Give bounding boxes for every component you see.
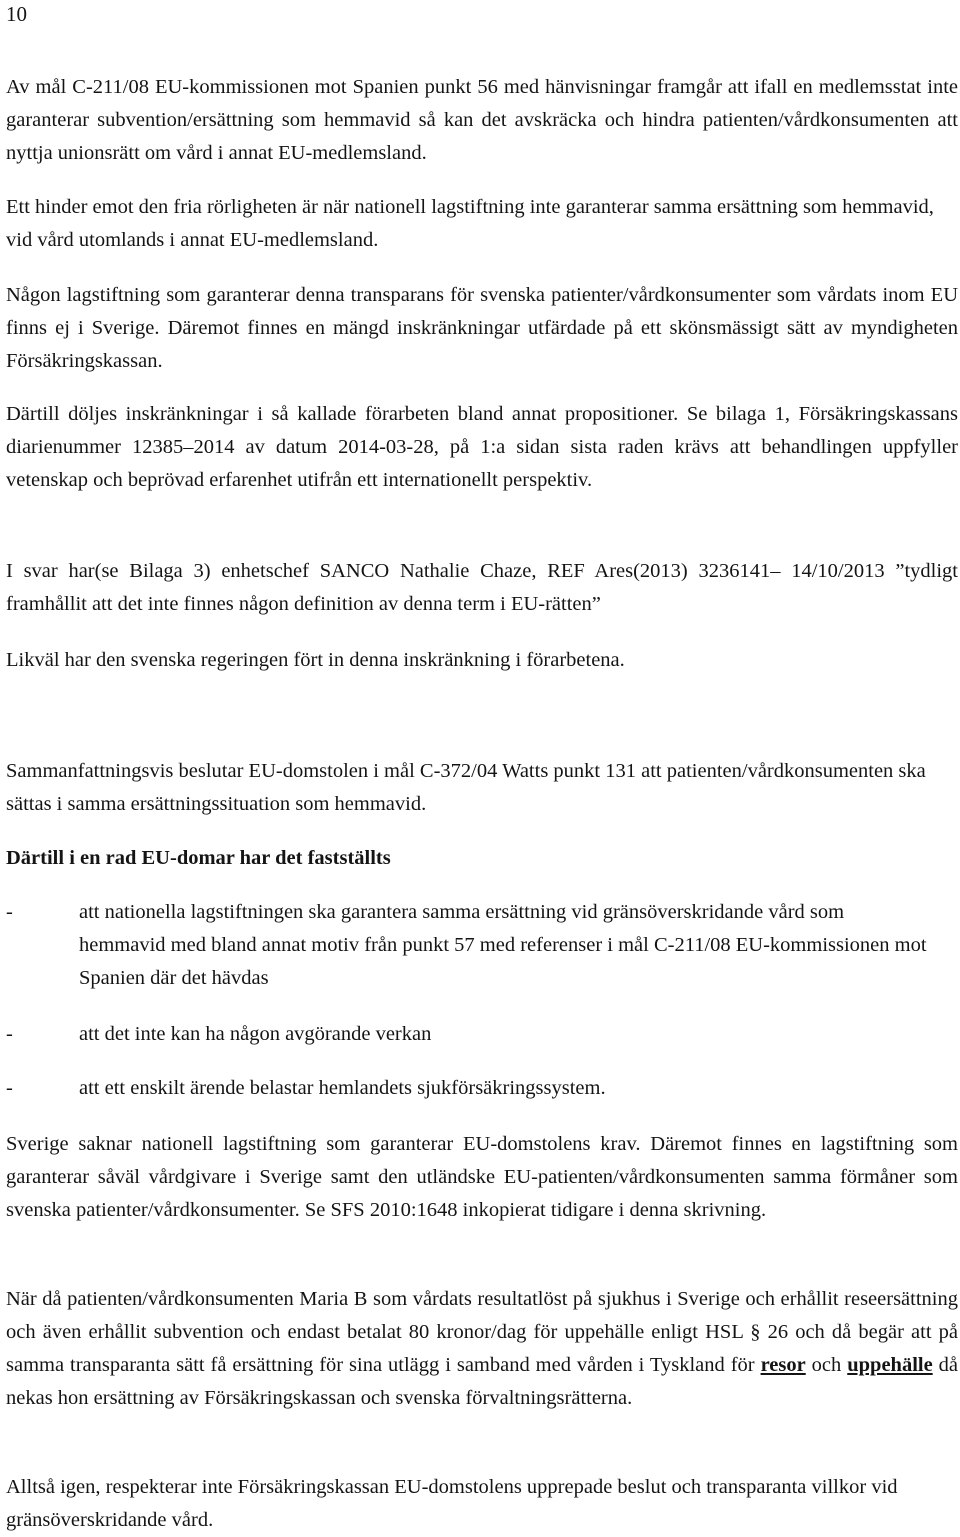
underlined-uppehalle: uppehälle: [847, 1354, 933, 1376]
page-number: 10: [6, 2, 27, 26]
paragraph-10: Alltså igen, respekterar inte Försäkringskassan EU-domstolens upprepade beslut och transparanta villkor vid gränsöverskridande vård.: [6, 1476, 898, 1531]
paragraph-4: Därtill döljes inskränkningar i så kallade förarbeten bland annat propositioner. Se bilaga 1, Försäkringskassans diarienummer 12385–2014 av datum 2014-03-28, på 1:a sidan sista raden krävs att behandlingen uppfyller vetenskap och beprövad erfarenhet utifrån ett internationellt perspektiv.: [6, 403, 958, 491]
list-dash: -: [6, 1077, 13, 1099]
list-dash: -: [6, 1023, 13, 1045]
list-item: [6, 1072, 926, 1105]
paragraph-7: Sammanfattningsvis beslutar EU-domstolen i mål C-372/04 Watts punkt 131 att patienten/vårdkonsumenten ska sättas i samma ersättningssituation som hemmavid.: [6, 760, 926, 815]
paragraph-3: Någon lagstiftning som garanterar denna transparans för svenska patienter/vårdkonsumenter som vårdats inom EU finns ej i Sverige. Däremot finnes en mängd inskränkningar utfärdade på ett skönsmässigt sätt av myndigheten Försäkringskassan.: [6, 284, 958, 372]
list-item-text: att nationella lagstiftningen ska garantera samma ersättning vid gränsöverskridande vård som hemmavid med bland annat motiv från punkt 57 med referenser i mål C-211/08 EU-kommissionen mot Spanien där det hävdas: [79, 901, 927, 989]
section-heading: Därtill i en rad EU-domar har det fastställts: [6, 847, 391, 869]
list-item-text: att ett enskilt ärende belastar hemlandets sjukförsäkringssystem.: [79, 1077, 606, 1099]
paragraph-5: I svar har(se Bilaga 3) enhetschef SANCO Nathalie Chaze, REF Ares(2013) 3236141– 14/10/2013 ”tydligt framhållit att det inte finnes någon definition av denna term i EU-rätten”: [6, 560, 958, 615]
paragraph-9-och: och: [805, 1354, 848, 1376]
paragraph-9-text-a: När då patienten/vårdkonsumenten Maria B som vårdats resultatlöst på sjukhus i Sverige och erhållit reseersättning och även erhållit subvention och endast betalat 80 kronor/dag för uppehälle enligt HSL § 26 och då begär att på samma transparanta sätt få ersättning för sina utlägg i samband med vården i Tyskland för: [6, 1288, 958, 1376]
paragraph-8: Sverige saknar nationell lagstiftning som garanterar EU-domstolens krav. Däremot finnes en lagstiftning som garanterar såväl vårdgivare i Sverige samt den utländske EU-patienten/vårdkonsumenten samma förmåner som svenska patienter/vårdkonsumenter. Se SFS 2010:1648 inkopierat tidigare i denna skrivning.: [6, 1133, 958, 1221]
paragraph-9-text-b: då nekas hon ersättning av Försäkringskassan och svenska förvaltningsrätterna.: [6, 1354, 958, 1409]
list-item: [6, 1018, 926, 1051]
underlined-resor: resor: [760, 1354, 806, 1376]
list-item: [6, 896, 926, 996]
paragraph-6: Likväl har den svenska regeringen fört in denna inskränkning i förarbetena.: [6, 649, 625, 671]
list-dash: -: [6, 901, 13, 923]
list-item-text: att det inte kan ha någon avgörande verkan: [79, 1023, 432, 1045]
paragraph-9: [6, 1283, 958, 1415]
paragraph-1: Av mål C-211/08 EU-kommissionen mot Spanien punkt 56 med hänvisningar framgår att ifall en medlemsstat inte garanterar subvention/ersättning som hemmavid så kan det avskräcka och hindra patienten/vårdkonsumenten att nyttja unionsrätt om vård i annat EU-medlemsland.: [6, 76, 958, 164]
paragraph-2: Ett hinder emot den fria rörligheten är när nationell lagstiftning inte garanterar samma ersättning som hemmavid, vid vård utomlands i annat EU-medlemsland.: [6, 196, 934, 251]
